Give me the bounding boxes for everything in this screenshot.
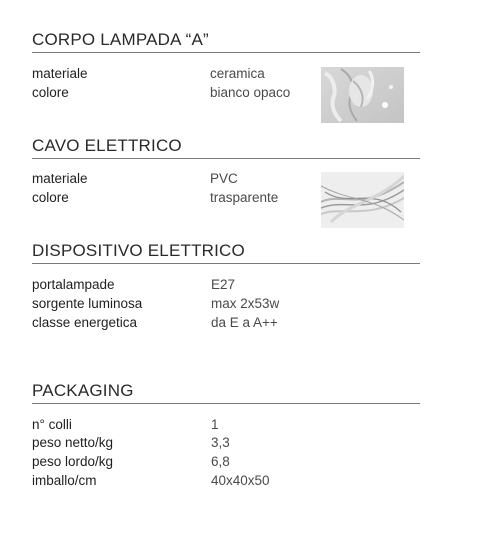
section-title-packaging: PACKAGING [32,381,134,400]
section-divider [32,158,420,159]
spec-label-peso-netto: peso netto/kg [32,435,114,450]
section-title-dispositivo-elettrico: DISPOSITIVO ELETTRICO [32,241,245,260]
spec-value-imballo: 40x40x50 [211,473,270,488]
spec-value-colore: trasparente [210,190,279,205]
spec-value-peso-netto: 3,3 [211,435,230,450]
transparent-cable-image [321,172,404,228]
spec-value-materiale: ceramica [210,66,265,81]
spec-label-classe-energetica: classe energetica [32,315,138,330]
spec-label-portalampade: portalampade [32,277,115,292]
spec-label-colli: n° colli [32,417,72,432]
spec-label-peso-lordo: peso lordo/kg [32,454,114,469]
section-title-corpo-lampada: CORPO LAMPADA “A” [32,30,209,49]
spec-value-sorgente-luminosa: max 2x53w [211,296,280,311]
ceramic-texture-image [321,67,404,123]
spec-label-colore: colore [32,190,69,205]
spec-label-imballo: imballo/cm [32,473,97,488]
section-divider [32,52,420,53]
spec-value-materiale: PVC [210,171,238,186]
section-divider [32,263,420,264]
spec-value-colore: bianco opaco [210,85,291,100]
spec-label-materiale: materiale [32,66,88,81]
spec-value-colli: 1 [211,417,219,432]
section-divider [32,403,420,404]
spec-value-peso-lordo: 6,8 [211,454,230,469]
spec-value-classe-energetica: da E a A++ [211,315,278,330]
spec-label-sorgente-luminosa: sorgente luminosa [32,296,143,311]
spec-value-portalampade: E27 [211,277,236,292]
section-title-cavo-elettrico: CAVO ELETTRICO [32,136,182,155]
spec-label-materiale: materiale [32,171,88,186]
spec-label-colore: colore [32,85,69,100]
